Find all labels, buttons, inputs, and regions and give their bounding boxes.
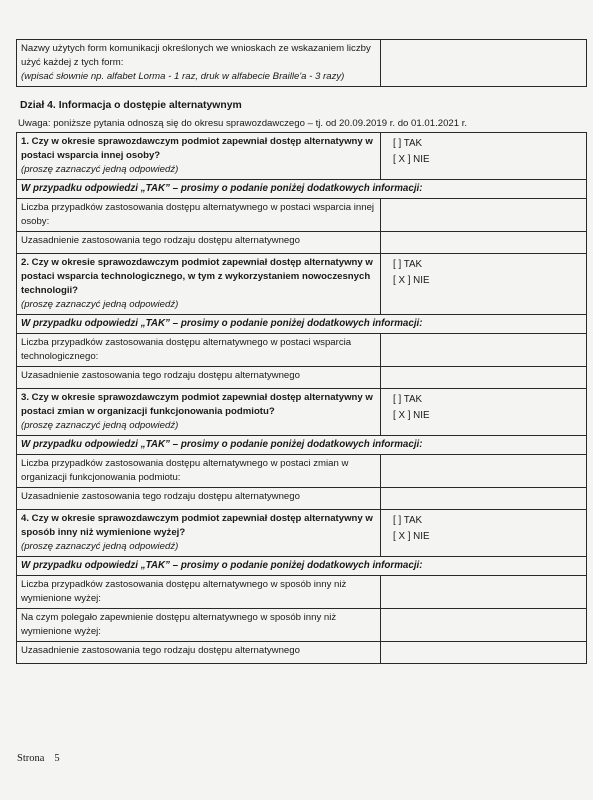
question-3-option-nie[interactable]: [ X ] NIE xyxy=(393,410,430,421)
question-row-2 xyxy=(17,254,587,315)
page-footer xyxy=(17,753,70,764)
communication-forms-label xyxy=(17,40,381,87)
question-3-justification-label: Uzasadnienie zastosowania tego rodzaju dostępu alternatywnego xyxy=(17,488,381,510)
page-number: 5 xyxy=(54,753,60,764)
section-note: Uwaga: poniższe pytania odnoszą się do okresu sprawozdawczego – tj. od 20.09.2019 r. do 01.01.2021 r. xyxy=(18,118,468,129)
question-2-text: 2. Czy w okresie sprawozdawczym podmiot zapewniał dostęp alternatywny w postaci wsparcia technologicznego, w tym z wykorzystaniem nowoczesnych technologii? xyxy=(21,257,373,296)
question-row-1 xyxy=(17,133,587,180)
question-4-method-answer[interactable] xyxy=(381,609,587,642)
communication-forms-line1: Nazwy użytych form komunikacji określonych we wnioskach ze wskazaniem liczby xyxy=(21,43,371,54)
question-1-cell xyxy=(17,133,381,180)
question-3-options xyxy=(381,389,587,436)
question-1-count-answer[interactable] xyxy=(381,199,587,232)
question-2-hint: (proszę zaznaczyć jedną odpowiedź) xyxy=(21,299,179,310)
question-2-count-label: Liczba przypadków zastosowania dostępu alternatywnego w postaci wsparcia technologicznego: xyxy=(17,334,381,367)
question-4-options xyxy=(381,510,587,557)
communication-forms-hint: (wpisać słownie np. alfabet Lorma - 1 raz, druk w alfabecie Braille'a - 3 razy) xyxy=(21,71,345,82)
question-4-cell xyxy=(17,510,381,557)
question-2-justification-label: Uzasadnienie zastosowania tego rodzaju dostępu alternatywnego xyxy=(17,367,381,389)
page-label: Strona xyxy=(17,753,45,764)
question-3-count-answer[interactable] xyxy=(381,455,587,488)
question-4-count-label: Liczba przypadków zastosowania dostępu alternatywnego w sposób inny niż wymienione wyżej: xyxy=(17,576,381,609)
question-2-options xyxy=(381,254,587,315)
question-1-option-nie[interactable]: [ X ] NIE xyxy=(393,154,430,165)
question-1-options xyxy=(381,133,587,180)
additional-info-banner-4: W przypadku odpowiedzi „TAK” – prosimy o podanie poniżej dodatkowych informacji: xyxy=(17,557,587,576)
question-3-option-tak[interactable]: [ ] TAK xyxy=(393,394,423,405)
question-1-count-label: Liczba przypadków zastosowania dostępu alternatywnego w postaci wsparcia innej osoby: xyxy=(17,199,381,232)
additional-info-banner-3: W przypadku odpowiedzi „TAK” – prosimy o podanie poniżej dodatkowych informacji: xyxy=(17,436,587,455)
question-3-justification-answer[interactable] xyxy=(381,488,587,510)
question-2-option-nie[interactable]: [ X ] NIE xyxy=(393,275,430,286)
question-1-text: 1. Czy w okresie sprawozdawczym podmiot zapewniał dostęp alternatywny w postaci wsparcia innej osoby? xyxy=(21,136,373,161)
question-3-hint: (proszę zaznaczyć jedną odpowiedź) xyxy=(21,420,179,431)
question-4-option-tak[interactable]: [ ] TAK xyxy=(393,515,423,526)
question-4-count-answer[interactable] xyxy=(381,576,587,609)
question-4-text: 4. Czy w okresie sprawozdawczym podmiot zapewniał dostęp alternatywny w sposób inny niż wymienione wyżej? xyxy=(21,513,373,538)
communication-forms-table xyxy=(16,39,587,87)
question-2-justification-answer[interactable] xyxy=(381,367,587,389)
communication-forms-line2: użyć każdej z tych form: xyxy=(21,57,124,68)
question-4-justification-answer[interactable] xyxy=(381,642,587,664)
communication-forms-answer-cell[interactable] xyxy=(381,40,587,87)
question-3-cell xyxy=(17,389,381,436)
question-2-option-tak[interactable]: [ ] TAK xyxy=(393,259,423,270)
question-4-option-nie[interactable]: [ X ] NIE xyxy=(393,531,430,542)
question-row-4 xyxy=(17,510,587,557)
question-1-hint: (proszę zaznaczyć jedną odpowiedź) xyxy=(21,164,179,175)
question-1-justification-label: Uzasadnienie zastosowania tego rodzaju dostępu alternatywnego xyxy=(17,232,381,254)
question-3-count-label: Liczba przypadków zastosowania dostępu alternatywnego w postaci zmian w organizacji funkcjonowania podmiotu: xyxy=(17,455,381,488)
section-title: Dział 4. Informacja o dostępie alternatywnym xyxy=(20,100,242,111)
additional-info-banner-2: W przypadku odpowiedzi „TAK” – prosimy o podanie poniżej dodatkowych informacji: xyxy=(17,315,587,334)
question-1-justification-answer[interactable] xyxy=(381,232,587,254)
question-2-count-answer[interactable] xyxy=(381,334,587,367)
question-2-cell xyxy=(17,254,381,315)
question-row-3 xyxy=(17,389,587,436)
alternative-access-table xyxy=(16,132,587,664)
question-3-text: 3. Czy w okresie sprawozdawczym podmiot zapewniał dostęp alternatywny w postaci zmian w organizacji funkcjonowania podmiotu? xyxy=(21,392,373,417)
question-4-hint: (proszę zaznaczyć jedną odpowiedź) xyxy=(21,541,179,552)
question-1-option-tak[interactable]: [ ] TAK xyxy=(393,138,423,149)
question-4-justification-label: Uzasadnienie zastosowania tego rodzaju dostępu alternatywnego xyxy=(17,642,381,664)
question-4-method-label: Na czym polegało zapewnienie dostępu alternatywnego w sposób inny niż wymienione wyżej: xyxy=(17,609,381,642)
additional-info-banner-1: W przypadku odpowiedzi „TAK” – prosimy o podanie poniżej dodatkowych informacji: xyxy=(17,180,587,199)
